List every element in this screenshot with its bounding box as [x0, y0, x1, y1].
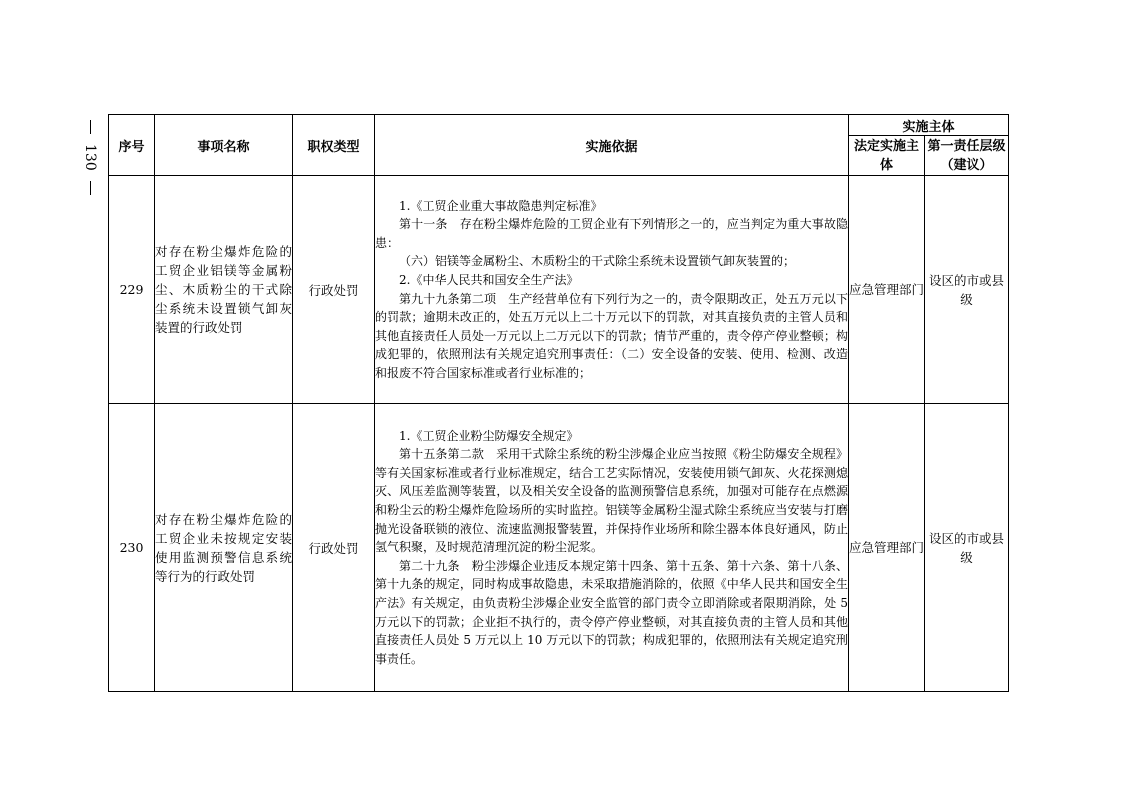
row-item-name: 对存在粉尘爆炸危险的工贸企业未按规定安装使用监测预警信息系统等行为的行政处罚: [155, 404, 293, 692]
row-first-level: 设区的市或县级: [925, 176, 1009, 404]
row-power-type: 行政处罚: [293, 404, 375, 692]
basis-line: （六）铝镁等金属粉尘、木质粉尘的干式除尘系统未设置锁气卸灰装置的；: [399, 254, 796, 269]
row-legal-subject: 应急管理部门: [849, 176, 925, 404]
basis-line: 2.《中华人民共和国安全生产法》: [399, 272, 579, 287]
basis-line: 1.《工贸企业粉尘防爆安全规定》: [399, 428, 579, 443]
basis-line: 第九十九条第二项 生产经营单位有下列行为之一的，责令限期改正，处五万元以下的罚款；逾期未改正的，处五万元以上二十万元以下的罚款，对其直接负责的主管人员和其他直接责任人员处一万元以上二万元以下的罚款；情节严重的，责令停产停业整顿；构成犯罪的，依照刑法有关规定追究刑事责任：（二）安全设备的安装、使用、检测、改造和报废不符合国家标准或者行业标准的；: [375, 291, 848, 380]
row-seq: 229: [109, 176, 155, 404]
row-basis: [375, 404, 849, 692]
header-first-level: 第一责任层级（建议）: [925, 136, 1009, 176]
row-power-type: 行政处罚: [293, 176, 375, 404]
header-seq: 序号: [109, 115, 155, 176]
basis-line: 第二十九条 粉尘涉爆企业违反本规定第十四条、第十五条、第十六条、第十八条、第十九条的规定，同时构成事故隐患，未采取措施消除的，依照《中华人民共和国安全生产法》有关规定，由负责粉尘涉爆企业安全监管的部门责令立即消除或者限期消除，处 5 万元以下的罚款；企业拒不执行的，责令停产停业整顿，对其直接负责的主管人员和其他直接责任人员处 5 万元以上 10 万元以下的罚款；构成犯罪的，依照刑法有关规定追究刑事责任。: [375, 558, 848, 666]
header-legal-subject: 法定实施主体: [849, 136, 925, 176]
page-number-text: 130: [82, 144, 98, 171]
page-number-dash-bottom: [90, 181, 91, 195]
table-row: [109, 176, 1009, 404]
row-basis: [375, 176, 849, 404]
header-type: 职权类型: [293, 115, 375, 176]
basis-line: 1.《工贸企业重大事故隐患判定标准》: [399, 198, 603, 213]
row-first-level: 设区的市或县级: [925, 404, 1009, 692]
header-basis: 实施依据: [375, 115, 849, 176]
row-item-name: 对存在粉尘爆炸危险的工贸企业铝镁等金属粉尘、木质粉尘的干式除尘系统未设置锁气卸灰装置的行政处罚: [155, 176, 293, 404]
row-legal-subject: 应急管理部门: [849, 404, 925, 692]
enforcement-table: [108, 114, 1009, 692]
table-row: [109, 404, 1009, 692]
header-subject: 实施主体: [849, 115, 1009, 136]
basis-line: 第十一条 存在粉尘爆炸危险的工贸企业有下列情形之一的，应当判定为重大事故隐患：: [375, 217, 848, 250]
basis-line: 第十五条第二款 采用干式除尘系统的粉尘涉爆企业应当按照《粉尘防爆安全规程》等有关国家标准或者行业标准规定，结合工艺实际情况，安装使用锁气卸灰、火花探测熄灭、风压差监测等装置，以及相关安全设备的监测预警信息系统，加强对可能存在点燃源和粉尘云的粉尘爆炸危险场所的实时监控。铝镁等金属粉尘湿式除尘系统应当安装与打磨抛光设备联锁的液位、流速监测报警装置，并保持作业场所和除尘器本体良好通风，防止氢气积聚，及时规范清理沉淀的粉尘泥浆。: [375, 447, 848, 555]
row-seq: 230: [109, 404, 155, 692]
page-number: [80, 120, 100, 220]
page-number-dash-top: [90, 120, 91, 134]
header-name: 事项名称: [155, 115, 293, 176]
